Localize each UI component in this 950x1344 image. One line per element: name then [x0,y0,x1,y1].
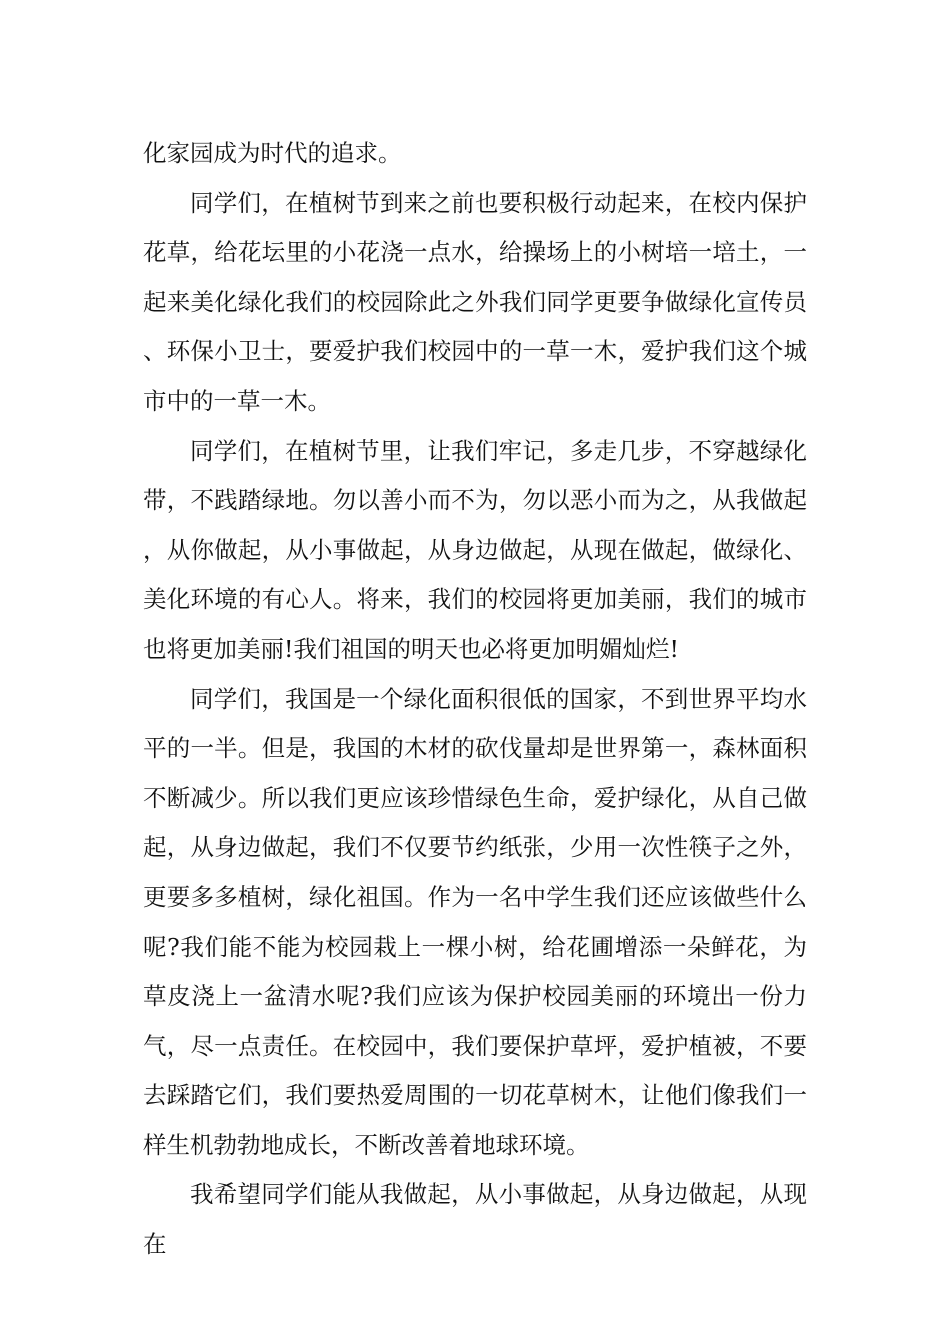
paragraph-3: 同学们，在植树节里，让我们牢记，多走几步，不穿越绿化带，不践踏绿地。勿以善小而不为，勿以恶小而为之，从我做起，从你做起，从小事做起，从身边做起，从现在做起，做绿化、美化环境的有心人。将来，我们的校园将更加美丽，我们的城市也将更加美丽!我们祖国的明天也必将更加明媚灿烂! [143,436,807,663]
body-text [143,129,807,1270]
paragraph-2: 同学们，在植树节到来之前也要积极行动起来，在校内保护花草，给花坛里的小花浇一点水，给操场上的小树培一培土，一起来美化绿化我们的校园除此之外我们同学更要争做绿化宣传员、环保小卫士，要爱护我们校园中的一草一木，爱护我们这个城市中的一草一木。 [143,188,807,415]
paragraph-5: 我希望同学们能从我做起，从小事做起，从身边做起，从现在 [143,1180,807,1259]
paragraph-1: 化家园成为时代的追求。 [143,139,402,167]
paragraph-4: 同学们，我国是一个绿化面积很低的国家，不到世界平均水平的一半。但是，我国的木材的砍伐量却是世界第一，森林面积不断减少。所以我们更应该珍惜绿色生命，爱护绿化，从自己做起，从身边做起，我们不仅要节约纸张，少用一次性筷子之外，更要多多植树，绿化祖国。作为一名中学生我们还应该做些什么呢?我们能不能为校园栽上一棵小树，给花圃增添一朵鲜花，为草皮浇上一盆清水呢?我们应该为保护校园美丽的环境出一份力气，尽一点责任。在校园中，我们要保护草坪，爱护植被，不要去踩踏它们，我们要热爱周围的一切花草树木，让他们像我们一样生机勃勃地成长，不断改善着地球环境。 [143,684,807,1159]
